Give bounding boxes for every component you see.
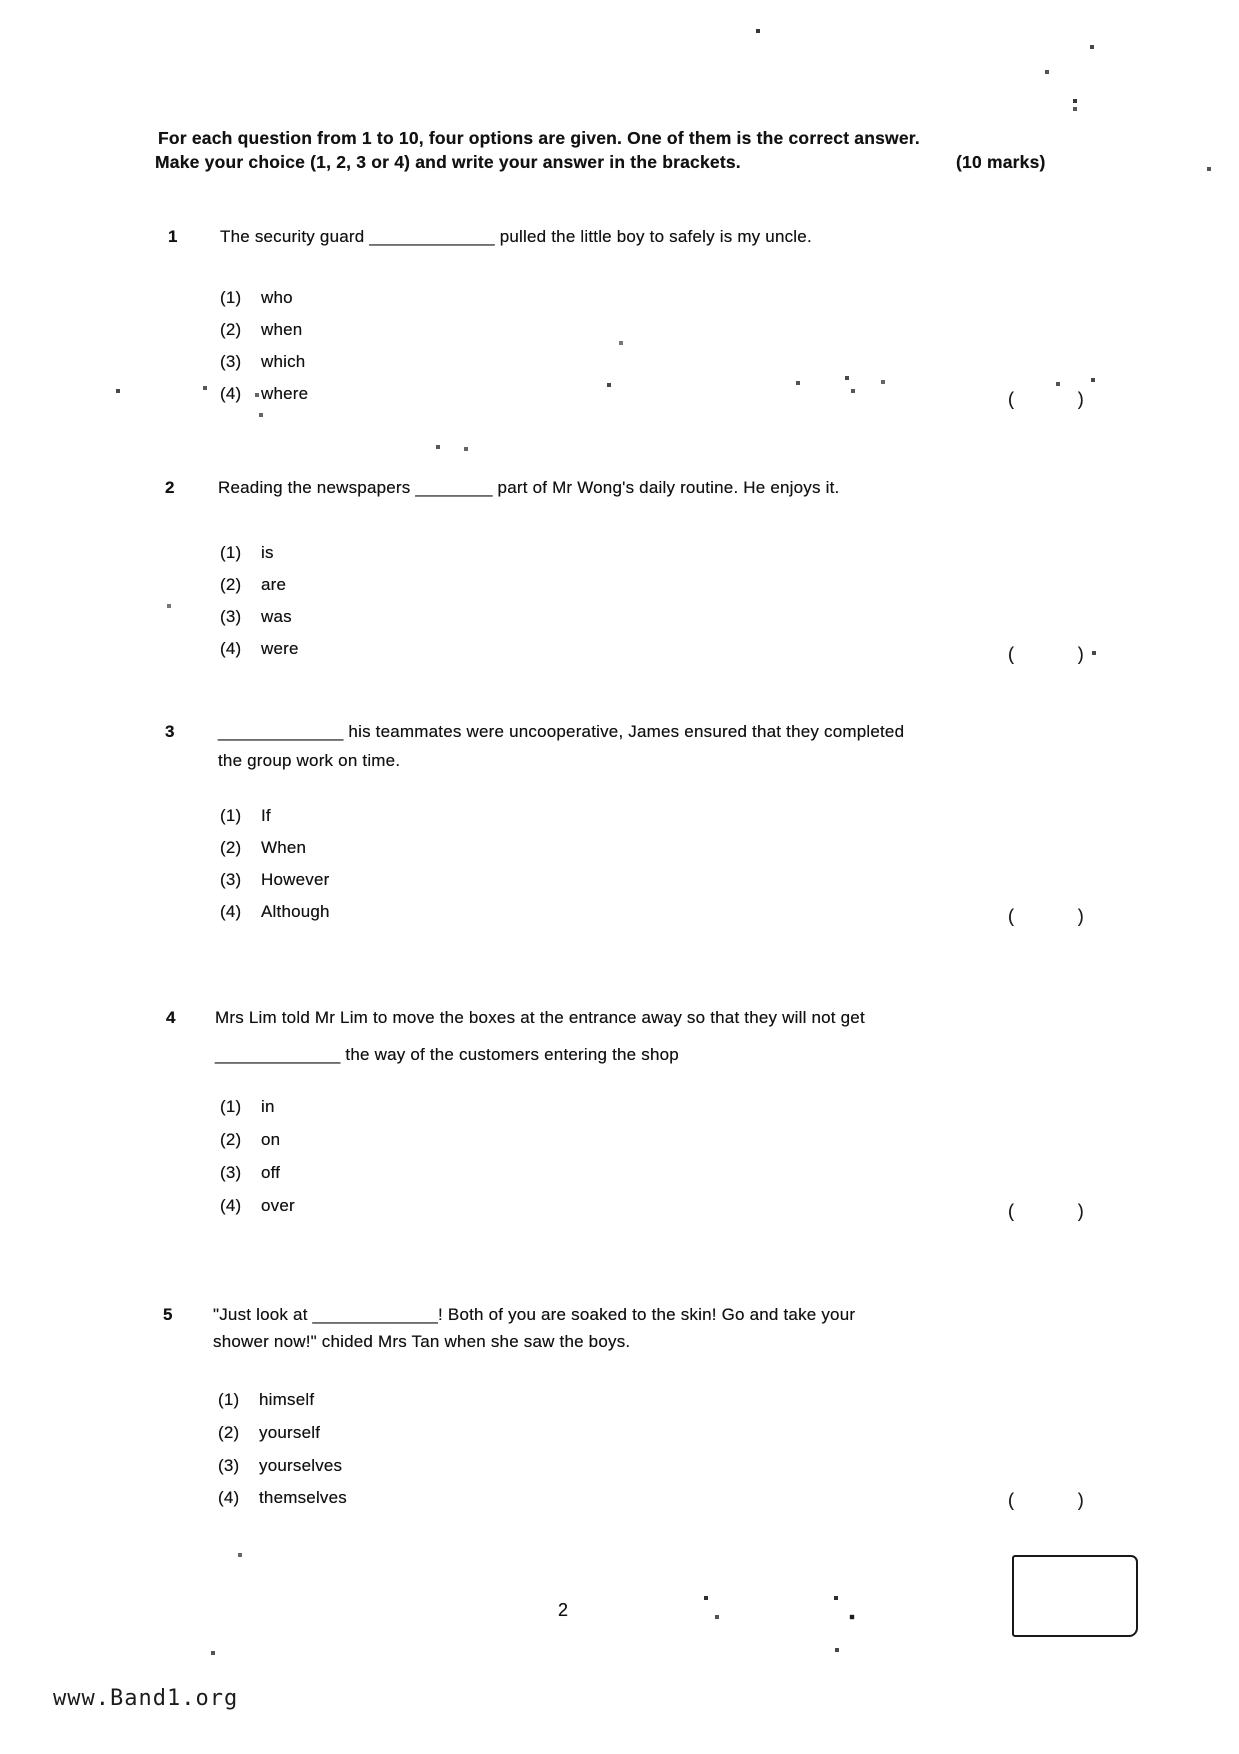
- option-label: who: [261, 288, 293, 307]
- answer-bracket: [1008, 389, 1084, 410]
- option-number: (2): [220, 320, 242, 339]
- option-number: (1): [220, 543, 242, 562]
- option-row: [220, 1163, 280, 1183]
- option-label: himself: [259, 1390, 315, 1409]
- option-number: (3): [220, 1163, 242, 1182]
- option-row: [220, 320, 302, 340]
- close-paren: ): [1077, 389, 1084, 409]
- option-label: when: [261, 320, 303, 339]
- option-row: [220, 543, 274, 563]
- option-number: (3): [220, 870, 242, 889]
- option-label: over: [261, 1196, 295, 1215]
- question-text: _____________ the way of the customers entering the shop: [215, 1045, 679, 1064]
- option-row: [220, 1097, 275, 1117]
- open-paren: (: [1008, 389, 1015, 409]
- question-number: 2: [165, 478, 175, 497]
- option-row: [220, 902, 330, 922]
- question-text: "Just look at _____________! Both of you are soaked to the skin! Go and take your: [213, 1305, 856, 1324]
- option-label: where: [261, 384, 309, 403]
- option-number: (1): [220, 1097, 242, 1116]
- option-label: However: [261, 870, 330, 889]
- option-number: (4): [220, 1196, 242, 1215]
- question-number: 1: [168, 227, 178, 246]
- option-label: which: [261, 352, 306, 371]
- option-label: off: [261, 1163, 281, 1182]
- answer-bracket: [1008, 644, 1084, 665]
- close-paren: ): [1077, 1201, 1084, 1221]
- question-text: _____________ his teammates were uncooperative, James ensured that they completed: [218, 722, 905, 741]
- option-number: (1): [220, 288, 242, 307]
- option-label: on: [261, 1130, 281, 1149]
- question-text: the group work on time.: [218, 751, 401, 770]
- open-paren: (: [1008, 906, 1015, 926]
- option-row: [220, 1196, 295, 1216]
- option-number: (4): [220, 902, 242, 921]
- question-text: shower now!" chided Mrs Tan when she saw the boys.: [213, 1332, 631, 1351]
- option-row: [220, 352, 305, 372]
- open-paren: (: [1008, 644, 1015, 664]
- option-label: yourself: [259, 1423, 321, 1442]
- scan-noise-specks: [0, 0, 2, 2]
- page-number: 2: [558, 1600, 569, 1620]
- option-label: were: [261, 639, 299, 658]
- watermark: www.Band1.org: [53, 1686, 239, 1711]
- question-number: 4: [166, 1008, 176, 1027]
- option-row: [220, 1130, 280, 1150]
- option-row: [218, 1488, 347, 1508]
- option-number: (1): [218, 1390, 240, 1409]
- answer-bracket: [1008, 1490, 1084, 1511]
- question-text: The security guard _____________ pulled the little boy to safely is my uncle.: [220, 227, 812, 246]
- close-paren: ): [1077, 1490, 1084, 1510]
- question-number: 5: [163, 1305, 173, 1324]
- option-number: (3): [220, 352, 242, 371]
- option-label: yourselves: [259, 1456, 343, 1475]
- question-text: Reading the newspapers ________ part of Mr Wong's daily routine. He enjoys it.: [218, 478, 840, 497]
- option-row: [218, 1423, 320, 1443]
- option-row: [220, 384, 308, 404]
- option-row: [218, 1456, 342, 1476]
- answer-bracket: [1008, 906, 1084, 927]
- option-number: (1): [220, 806, 242, 825]
- option-number: (4): [220, 639, 242, 658]
- option-number: (2): [218, 1423, 240, 1442]
- option-label: in: [261, 1097, 275, 1116]
- option-number: (4): [220, 384, 242, 403]
- option-label: Although: [261, 902, 330, 921]
- answer-bracket: [1008, 1201, 1084, 1222]
- open-paren: (: [1008, 1490, 1015, 1510]
- question-number: 3: [165, 722, 175, 741]
- option-number: (4): [218, 1488, 240, 1507]
- option-row: [220, 607, 292, 627]
- option-number: (2): [220, 838, 242, 857]
- option-row: [220, 838, 306, 858]
- option-label: When: [261, 838, 307, 857]
- option-label: If: [261, 806, 271, 825]
- option-number: (3): [218, 1456, 240, 1475]
- option-row: [218, 1390, 314, 1410]
- question-text: Mrs Lim told Mr Lim to move the boxes at the entrance away so that they will not get: [215, 1008, 865, 1027]
- close-paren: ): [1077, 906, 1084, 926]
- option-label: are: [261, 575, 287, 594]
- option-label: themselves: [259, 1488, 347, 1507]
- score-box: [1012, 1555, 1138, 1637]
- option-row: [220, 288, 293, 308]
- option-row: [220, 639, 299, 659]
- option-label: was: [261, 607, 292, 626]
- option-number: (2): [220, 575, 242, 594]
- open-paren: (: [1008, 1201, 1015, 1221]
- option-row: [220, 575, 286, 595]
- option-row: [220, 806, 271, 826]
- instructions-line-2: Make your choice (1, 2, 3 or 4) and write your answer in the brackets.: [155, 152, 741, 172]
- marks-label: (10 marks): [956, 152, 1046, 172]
- option-label: is: [261, 543, 274, 562]
- option-number: (3): [220, 607, 242, 626]
- instructions-line-1: For each question from 1 to 10, four options are given. One of them is the correct answer.: [158, 128, 920, 148]
- option-row: [220, 870, 329, 890]
- close-paren: ): [1077, 644, 1084, 664]
- option-number: (2): [220, 1130, 242, 1149]
